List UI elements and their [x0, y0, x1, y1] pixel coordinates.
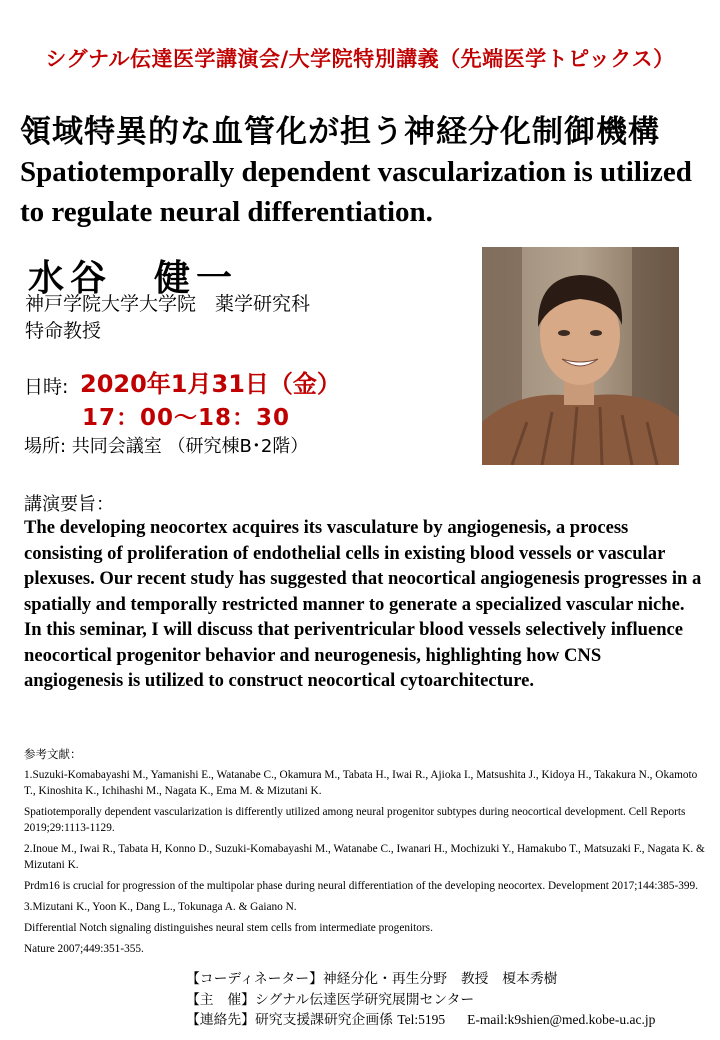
- speaker-affiliation: [25, 291, 310, 345]
- reference-3-authors: 3.Mizutani K., Yoon K., Dang L., Tokunaga A. & Gaiano N.: [24, 901, 297, 913]
- contact-email: E-mail:k9shien@med.kobe-u.ac.jp: [467, 1012, 656, 1027]
- references-list: [24, 767, 708, 962]
- reference-2-authors: 2.Inoue M., Iwai R., Tabata H, Konno D., Suzuki-Komabayashi M., Watanabe C., Iwanari H., Mochizuki Y., Hamakubo T., Matsuzaki F., Nagata K. & Mizutani K.: [24, 843, 705, 871]
- event-time: 17：00〜18：30: [82, 405, 291, 431]
- reference-3-journal: Nature 2007;449:351-355.: [24, 943, 144, 955]
- speaker-name: 水谷 健一: [28, 258, 239, 299]
- reference-1-authors: 1.Suzuki-Komabayashi M., Yamanishi E., Watanabe C., Okamura M., Tabata H., Iwai R., Ajioka I., Matsushita J., Kidoya H., Takakura N., Okamoto T., Kinoshita K., Ichihashi M., Nagata K., Ema M. & Mizutani K.: [24, 769, 698, 797]
- footer-host: 【主 催】シグナル伝達医学研究展開センター: [186, 991, 475, 1008]
- lecture-series-title: シグナル伝達医学講演会/大学院特別講義（先端医学トピックス）: [45, 47, 675, 71]
- reference-1-title: Spatiotemporally dependent vascularization is differently utilized among neural progenitor subtypes during neocortical development. Cell Reports 2019;29:1113-1129.: [24, 806, 686, 834]
- reference-2-title: Prdm16 is crucial for progression of the multipolar phase during neural differentiation of the developing neocortex. Development 2017;144:385-399.: [24, 880, 698, 892]
- lecture-title-english: Spatiotemporally dependent vascularization is utilized to regulate neural differentiation.: [20, 156, 692, 228]
- abstract-text: The developing neocortex acquires its vasculature by angiogenesis, a process consisting of proliferation of endothelial cells in existing blood vessels or vascular plexuses. Our recent study has suggested that neocortical angiogenesis progresses in a spatially and temporally restricted manner to generate a specialized vascular niche. In this seminar, I will discuss that periventricular blood vessels selectively influence neocortical progenitor behavior and neurogenesis, highlighting how CNS angiogenesis is utilized to construct neocortical cytoarchitecture.: [24, 517, 702, 691]
- footer-contact: [186, 969, 655, 1031]
- speaker-photo: [482, 247, 679, 465]
- event-date: 2020年1月31日（金）: [80, 370, 341, 398]
- contact-tel: Tel:5195: [397, 1012, 446, 1027]
- reference-3-title: Differential Notch signaling distinguishes neural stem cells from intermediate progenitors.: [24, 922, 433, 934]
- event-place: 場所: 共同会議室 （研究棟B･2階）: [24, 436, 309, 457]
- abstract-label: 講演要旨：: [24, 494, 114, 515]
- affiliation-line-2: 特命教授: [25, 320, 102, 342]
- footer-coordinator: 【コーディネーター】神経分化・再生分野 教授 榎本秀樹: [186, 971, 558, 987]
- lecture-title-japanese: 領域特異的な血管化が担う神経分化制御機構: [20, 114, 660, 150]
- speaker-photo-icon: [482, 247, 679, 465]
- affiliation-line-1: 神戸学院大学大学院 薬学研究科: [25, 293, 311, 315]
- date-label: 日時:: [24, 376, 69, 398]
- references-label: 参考文献：: [24, 747, 82, 761]
- contact-label: 【連絡先】研究支援課研究企画係: [186, 1012, 393, 1028]
- footer-contact-line: [186, 1010, 655, 1031]
